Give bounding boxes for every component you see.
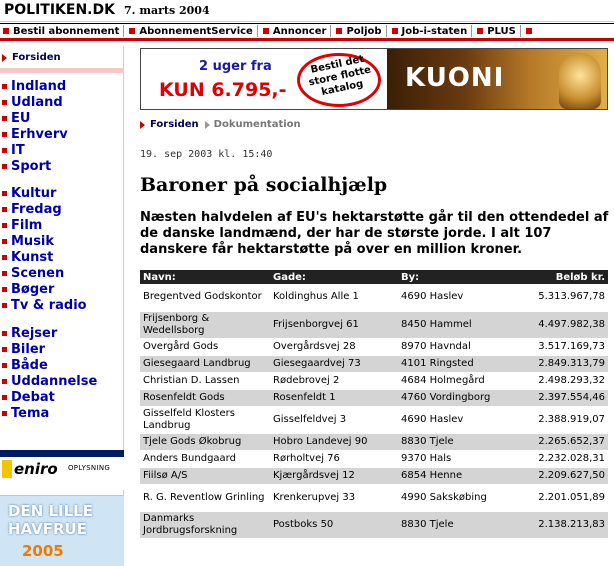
bullet-icon	[2, 116, 7, 121]
bullet-icon	[392, 28, 398, 34]
cell-street: Krenkerupvej 33	[270, 484, 398, 511]
ad-catalog-text: Bestil det store flotte katalog	[307, 53, 373, 99]
cell-amount: 3.517.169,73	[501, 338, 608, 355]
table-row	[140, 467, 608, 484]
bullet-icon	[2, 331, 7, 336]
cell-city: 4690 Haslev	[398, 406, 501, 433]
nav-item-abonnementservice[interactable]	[126, 23, 256, 39]
sidebar-item-label: Sport	[11, 158, 52, 174]
cell-street: Rødebrovej 2	[270, 372, 398, 389]
cell-street: Rørholtvej 76	[270, 450, 398, 467]
bullet-icon	[263, 28, 269, 34]
sidebar-section-lifestyle	[0, 325, 124, 421]
table-row	[140, 433, 608, 450]
cell-street: Giesegaardvej 73	[270, 355, 398, 372]
nav-item-job-i-staten[interactable]	[389, 23, 472, 39]
sidebar-item-label: Rejser	[11, 325, 58, 341]
nav-divider	[471, 25, 472, 37]
cell-name: Anders Bundgaard	[140, 450, 270, 467]
cell-city: 4990 Sakskøbing	[398, 484, 501, 511]
nav-divider	[123, 25, 124, 37]
nav-item-poljob[interactable]	[333, 23, 385, 39]
sidebar-item-musik[interactable]	[0, 233, 124, 249]
subsidy-table	[140, 270, 608, 539]
sidebar-item-erhverv[interactable]	[0, 126, 124, 142]
sidebar-section-culture	[0, 185, 124, 313]
sidebar-item-baade[interactable]	[0, 357, 124, 373]
sidebar-item-tv-radio[interactable]	[0, 297, 124, 313]
cell-street: Hobro Landevej 90	[270, 433, 398, 450]
sidebar-item-label: Bøger	[11, 281, 55, 297]
bullet-icon	[2, 191, 7, 196]
bullet-icon	[2, 271, 7, 276]
sidebar-item-udland[interactable]	[0, 94, 124, 110]
sidebar-item-label: Film	[11, 217, 43, 233]
breadcrumb-current: Dokumentation	[213, 119, 301, 130]
cell-street: Kjærgårdsvej 12	[270, 467, 398, 484]
table-header-row	[140, 270, 608, 284]
sidebar-item-label: Erhverv	[11, 126, 68, 142]
table-row	[140, 338, 608, 355]
bullet-icon	[3, 28, 9, 34]
sidebar-item-eu[interactable]	[0, 110, 124, 126]
eniro-tagline: OPLYSNING	[68, 464, 111, 472]
nav-divider	[330, 25, 331, 37]
sidebar-item-boger[interactable]	[0, 281, 124, 297]
bullet-icon	[2, 303, 7, 308]
table-row	[140, 355, 608, 372]
sidebar-item-label: Tv & radio	[11, 297, 87, 313]
sidebar-item-label: Musik	[11, 233, 55, 249]
bullet-icon	[2, 287, 7, 292]
bullet-icon	[526, 28, 532, 34]
cell-city: 6854 Henne	[398, 467, 501, 484]
cell-amount: 2.265.652,37	[501, 433, 608, 450]
bullet-icon	[2, 239, 7, 244]
cell-amount: 2.388.919,07	[501, 406, 608, 433]
sidebar-item-label: Udland	[11, 94, 63, 110]
eniro-bar	[0, 450, 124, 457]
site-logo[interactable]: POLITIKEN.DK	[4, 2, 115, 18]
sidebar-item-label: Kunst	[11, 249, 54, 265]
bullet-icon	[336, 28, 342, 34]
page-title: Baroner på socialhjælp	[140, 174, 388, 196]
cell-city: 8830 Tjele	[398, 511, 501, 538]
sidebar-item-label: Biler	[11, 341, 46, 357]
ad-price-text: KUN 6.795,-	[159, 79, 287, 101]
eniro-logo-icon	[2, 460, 12, 478]
havfrue-line1: DEN LILLE	[8, 502, 93, 520]
cell-name: Overgård Gods	[140, 338, 270, 355]
bullet-icon	[2, 84, 7, 89]
cell-city: 8830 Tjele	[398, 433, 501, 450]
table-row	[140, 511, 608, 538]
header-date: 7. marts 2004	[124, 4, 210, 17]
col-header-gade: Gade:	[270, 270, 398, 284]
cell-name: Giesegaard Landbrug	[140, 355, 270, 372]
kuoni-ad-banner[interactable]	[140, 48, 608, 110]
cell-city: 8970 Havndal	[398, 338, 501, 355]
sidebar-item-debat[interactable]	[0, 389, 124, 405]
nav-label: Annoncer	[272, 25, 327, 37]
cell-amount: 5.313.967,78	[501, 284, 608, 311]
bullet-icon	[2, 255, 7, 260]
nav-item-bestil-abonnement[interactable]	[0, 23, 123, 39]
buddha-statue-image	[559, 53, 601, 109]
cell-amount: 2.397.554,46	[501, 389, 608, 406]
sidebar-item-label: Både	[11, 357, 48, 373]
bullet-icon	[2, 207, 7, 212]
cell-amount: 2.209.627,50	[501, 467, 608, 484]
sidebar-item-forsiden[interactable]	[2, 52, 61, 63]
cell-city: 4690 Haslev	[398, 284, 501, 311]
sidebar-home-label: Forsiden	[12, 52, 61, 63]
sidebar-item-film[interactable]	[0, 217, 124, 233]
nav-divider	[257, 25, 258, 37]
cell-name: Bregentved Godskontor	[140, 284, 270, 311]
cell-name: Fiilsø A/S	[140, 467, 270, 484]
left-sidebar	[0, 46, 124, 566]
sidebar-item-label: Kultur	[11, 185, 57, 201]
cell-amount: 2.232.028,31	[501, 450, 608, 467]
arrow-right-icon	[2, 54, 7, 62]
eniro-ad-banner[interactable]	[0, 450, 124, 490]
cell-city: 4684 Holmegård	[398, 372, 501, 389]
nav-item-plus[interactable]	[474, 23, 520, 39]
nav-label: Bestil abonnement	[13, 25, 120, 37]
cell-city: 8450 Hammel	[398, 311, 501, 338]
cell-amount: 2.201.051,89	[501, 484, 608, 511]
cell-street: Frijsenborgvej 61	[270, 311, 398, 338]
cell-name: Gisselfeld Klosters Landbrug	[140, 406, 270, 433]
nav-divider	[520, 25, 521, 37]
cell-city: 9370 Hals	[398, 450, 501, 467]
sidebar-item-uddannelse[interactable]	[0, 373, 124, 389]
bullet-icon	[2, 347, 7, 352]
eniro-brand: eniro	[14, 460, 58, 478]
bullet-icon	[2, 164, 7, 169]
sidebar-item-biler[interactable]	[0, 341, 124, 357]
cell-amount: 2.498.293,32	[501, 372, 608, 389]
cell-name: Danmarks Jordbrugsforskning	[140, 511, 270, 538]
article-dateline: 19. sep 2003 kl. 15:40	[140, 149, 273, 160]
bullet-icon	[2, 132, 7, 137]
nav-label: Job-i-staten	[401, 25, 468, 37]
table-row	[140, 389, 608, 406]
bullet-icon	[2, 148, 7, 153]
arrow-right-icon	[205, 121, 210, 129]
top-nav	[0, 23, 614, 41]
sidebar-divider	[0, 68, 124, 73]
cell-name: Rosenfeldt Gods	[140, 389, 270, 406]
sidebar-item-label: Tema	[11, 405, 50, 421]
sidebar-section-news	[0, 78, 124, 174]
bullet-icon	[2, 363, 7, 368]
cell-street: Rosenfeldt 1	[270, 389, 398, 406]
cell-name: Christian D. Lassen	[140, 372, 270, 389]
sidebar-item-kunst[interactable]	[0, 249, 124, 265]
nav-label: Poljob	[346, 25, 382, 37]
nav-item-overflow[interactable]	[523, 23, 540, 39]
cell-street: Koldinghus Alle 1	[270, 284, 398, 311]
bullet-icon	[2, 379, 7, 384]
nav-label: AbonnementService	[139, 25, 253, 37]
sidebar-item-label: EU	[11, 110, 31, 126]
sidebar-item-label: Scenen	[11, 265, 65, 281]
sidebar-item-it[interactable]	[0, 142, 124, 158]
breadcrumb-home[interactable]: Forsiden	[150, 119, 199, 130]
sidebar-item-label: Fredag	[11, 201, 62, 217]
article-lead: Næsten halvdelen af EU's hektarstøtte går til den ottendedel af de danske landmænd, der har de største jorde. I alt 107 danskere får hektarstøtte på over en million kroner.	[140, 210, 609, 257]
table-row	[140, 372, 608, 389]
cell-amount: 2.138.213,83	[501, 511, 608, 538]
top-header	[0, 0, 614, 22]
nav-item-annoncer[interactable]	[260, 23, 331, 39]
sidebar-item-tema[interactable]	[0, 405, 124, 421]
arrow-right-icon	[140, 121, 145, 129]
sidebar-item-scenen[interactable]	[0, 265, 124, 281]
cell-name: Tjele Gods Økobrug	[140, 433, 270, 450]
cell-street: Postboks 50	[270, 511, 398, 538]
sidebar-item-label: Indland	[11, 78, 67, 94]
cell-name: Frijsenborg & Wedellsborg	[140, 311, 270, 338]
table-row	[140, 284, 608, 311]
cell-city: 4101 Ringsted	[398, 355, 501, 372]
sidebar-item-sport[interactable]	[0, 158, 124, 174]
cell-street: Overgårdsvej 28	[270, 338, 398, 355]
sidebar-item-kultur[interactable]	[0, 185, 124, 201]
col-header-beloeb: Beløb kr.	[501, 270, 608, 284]
bullet-icon	[2, 100, 7, 105]
table-row	[140, 406, 608, 433]
sidebar-item-label: Uddannelse	[11, 373, 98, 389]
bullet-icon	[2, 395, 7, 400]
bullet-icon	[477, 28, 483, 34]
sidebar-item-rejser[interactable]	[0, 325, 124, 341]
ad-weeks-text: 2 uger fra	[199, 59, 272, 74]
havfrue-year: 2005	[22, 542, 64, 560]
cell-city: 4760 Vordingborg	[398, 389, 501, 406]
table-row	[140, 450, 608, 467]
havfrue-ad-banner[interactable]	[0, 495, 124, 566]
bullet-icon	[2, 223, 7, 228]
bullet-icon	[2, 411, 7, 416]
table-row	[140, 484, 608, 511]
sidebar-item-label: IT	[11, 142, 25, 158]
cell-name: R. G. Reventlow Grinling	[140, 484, 270, 511]
sidebar-item-label: Debat	[11, 389, 55, 405]
nav-divider	[386, 25, 387, 37]
nav-label: PLUS	[487, 25, 516, 37]
havfrue-line2: HAVFRUE	[8, 520, 87, 538]
cell-amount: 2.849.313,79	[501, 355, 608, 372]
cell-street: Gisselfeldvej 3	[270, 406, 398, 433]
ad-brand: KUONI	[405, 63, 505, 93]
sidebar-item-indland[interactable]	[0, 78, 124, 94]
col-header-navn: Navn:	[140, 270, 270, 284]
breadcrumb	[140, 119, 301, 130]
sidebar-item-fredag[interactable]	[0, 201, 124, 217]
col-header-by: By:	[398, 270, 501, 284]
cell-amount: 4.497.982,38	[501, 311, 608, 338]
bullet-icon	[129, 28, 135, 34]
table-row	[140, 311, 608, 338]
